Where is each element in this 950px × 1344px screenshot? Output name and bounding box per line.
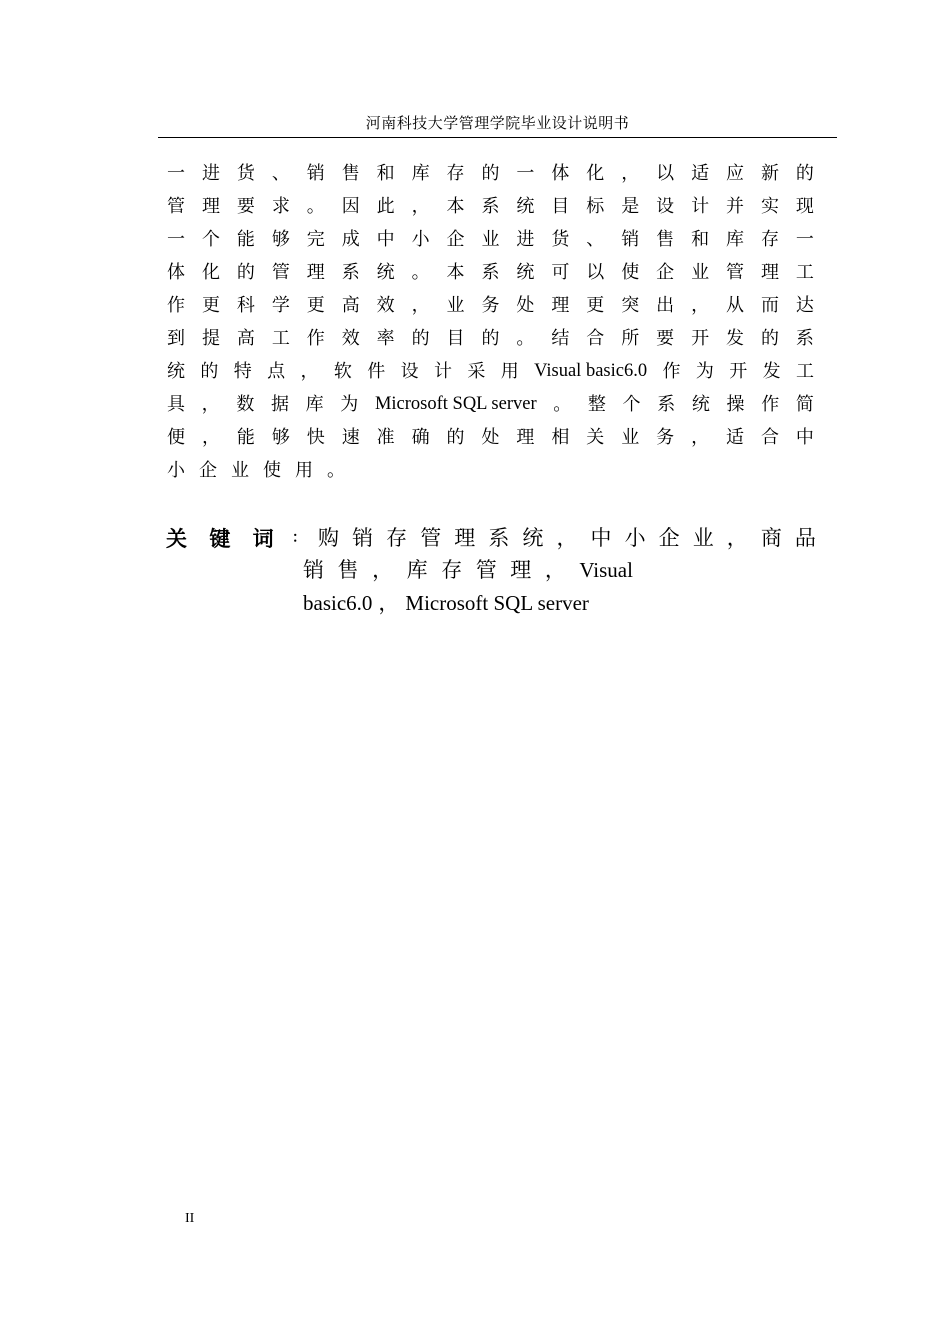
body-token: 发 xyxy=(762,361,781,382)
keywords-label-char: 关 xyxy=(166,526,187,551)
body-token: 效 xyxy=(376,295,395,316)
body-token: 作 xyxy=(306,328,325,349)
body-token: 、 xyxy=(271,163,290,184)
body-token: 、 xyxy=(586,229,605,250)
body-token: 使 xyxy=(263,460,281,481)
body-token: 用 xyxy=(295,460,313,481)
body-token: 和 xyxy=(691,229,710,250)
keyword-token: 系 xyxy=(488,526,510,550)
body-token: 企 xyxy=(199,460,217,481)
body-token: 体 xyxy=(167,262,185,283)
keyword-token: 业 xyxy=(692,526,714,550)
body-token: 实 xyxy=(760,196,779,217)
body-token: 更 xyxy=(586,295,605,316)
body-token: 一 xyxy=(795,229,814,250)
body-token: 效 xyxy=(341,328,360,349)
body-token: 进 xyxy=(201,163,220,184)
body-token: 业 xyxy=(481,229,500,250)
body-token: 。 xyxy=(306,196,325,217)
body-token: 是 xyxy=(621,196,640,217)
body-token: 标 xyxy=(586,196,605,217)
body-token: 企 xyxy=(656,262,675,283)
body-token: 关 xyxy=(586,427,605,448)
body-token: 简 xyxy=(795,394,814,415)
body-line xyxy=(167,454,814,487)
body-line xyxy=(167,256,814,289)
keyword-token: 企 xyxy=(658,526,680,550)
body-token: 适 xyxy=(726,427,744,448)
body-token: 管 xyxy=(271,262,290,283)
body-line xyxy=(167,421,814,454)
body-token: 应 xyxy=(726,163,744,184)
body-line xyxy=(167,157,814,190)
body-token: 的 xyxy=(200,361,219,382)
body-line xyxy=(167,322,814,355)
body-token: 货 xyxy=(236,163,255,184)
body-token: 化 xyxy=(586,163,605,184)
body-token: 务 xyxy=(481,295,500,316)
body-token: 销 xyxy=(621,229,640,250)
body-token: 计 xyxy=(434,361,452,382)
body-token: 一 xyxy=(516,163,535,184)
body-token: 科 xyxy=(236,295,255,316)
keywords-colon: ： xyxy=(291,530,306,546)
keyword-token: 销 xyxy=(352,526,374,550)
body-token: 存 xyxy=(760,229,779,250)
body-token: 理 xyxy=(760,262,779,283)
body-token: 的 xyxy=(481,328,500,349)
body-token: 和 xyxy=(376,163,395,184)
body-token: 能 xyxy=(236,229,255,250)
body-token: 要 xyxy=(656,328,675,349)
body-token: 处 xyxy=(481,427,500,448)
body-token: 的 xyxy=(481,163,500,184)
keyword-token: 商 xyxy=(760,526,782,550)
body-token: 个 xyxy=(201,229,220,250)
body-token: 软 xyxy=(333,361,352,382)
body-token: 新 xyxy=(760,163,779,184)
body-token: 而 xyxy=(760,295,779,316)
body-token: 工 xyxy=(271,328,290,349)
body-token: 率 xyxy=(376,328,395,349)
body-token: ， xyxy=(691,295,710,316)
body-token: 高 xyxy=(341,295,360,316)
body-token: 以 xyxy=(656,163,675,184)
body-token: 统 xyxy=(376,262,395,283)
page-number: II xyxy=(185,1211,195,1226)
body-token: 小 xyxy=(411,229,430,250)
body-token: 一 xyxy=(167,163,185,184)
body-token: Visual basic6.0 xyxy=(534,361,648,381)
body-token: 管 xyxy=(167,196,185,217)
body-token: 合 xyxy=(760,427,779,448)
body-token: 业 xyxy=(621,427,640,448)
body-token: 确 xyxy=(411,427,430,448)
body-token: 件 xyxy=(367,361,386,382)
body-token: 。 xyxy=(516,328,535,349)
body-token: 本 xyxy=(446,262,465,283)
body-token: 并 xyxy=(726,196,744,217)
keywords-label-char: 词 xyxy=(252,526,274,551)
body-token: 够 xyxy=(271,427,290,448)
body-token: 系 xyxy=(481,262,500,283)
body-token: 作 xyxy=(167,295,185,316)
body-token: 更 xyxy=(306,295,325,316)
body-token: 工 xyxy=(795,361,814,382)
body-token: 。 xyxy=(553,394,572,415)
body-token: 现 xyxy=(795,196,814,217)
body-token: 目 xyxy=(551,196,570,217)
body-token: 的 xyxy=(760,328,779,349)
keywords-line-3 xyxy=(303,587,619,620)
body-token: 够 xyxy=(271,229,290,250)
body-token: 到 xyxy=(167,328,185,349)
body-token: 准 xyxy=(376,427,395,448)
body-token: 为 xyxy=(340,394,359,415)
keyword-token: 存 xyxy=(441,558,463,582)
body-token: 完 xyxy=(306,229,325,250)
keyword-token: 管 xyxy=(420,526,442,550)
keyword-token: 售 xyxy=(337,558,359,582)
body-token: 结 xyxy=(551,328,570,349)
body-token: 的 xyxy=(795,163,814,184)
body-line xyxy=(167,289,814,322)
keyword-token: ， xyxy=(378,591,400,615)
keyword-token: 理 xyxy=(454,526,476,550)
body-token: 因 xyxy=(341,196,360,217)
keyword-token: 库 xyxy=(406,558,428,582)
body-token: 库 xyxy=(305,394,324,415)
keyword-token: 存 xyxy=(386,526,408,550)
body-token: 理 xyxy=(306,262,325,283)
body-token: ， xyxy=(691,427,710,448)
body-token: 相 xyxy=(551,427,570,448)
body-token: 业 xyxy=(231,460,249,481)
body-token: 具 xyxy=(167,394,185,415)
keyword-token: 购 xyxy=(318,526,339,550)
body-line xyxy=(167,223,814,256)
body-token: 高 xyxy=(236,328,255,349)
body-token: 用 xyxy=(500,361,519,382)
body-token: 业 xyxy=(691,262,710,283)
body-token: 的 xyxy=(411,328,430,349)
body-token: 进 xyxy=(516,229,535,250)
body-token: 中 xyxy=(795,427,814,448)
body-token: 系 xyxy=(795,328,814,349)
body-token: 成 xyxy=(341,229,360,250)
keyword-token: 统 xyxy=(522,526,544,550)
keyword-token: basic6.0 xyxy=(303,591,373,615)
body-token: 更 xyxy=(201,295,220,316)
keyword-token: 管 xyxy=(475,558,497,582)
header-divider xyxy=(158,137,837,138)
keywords-label-char: 键 xyxy=(209,526,231,551)
body-token: 。 xyxy=(327,460,345,481)
body-token: 系 xyxy=(657,394,676,415)
body-token: 要 xyxy=(236,196,255,217)
body-token: 系 xyxy=(481,196,500,217)
body-token: 管 xyxy=(726,262,744,283)
body-line xyxy=(167,355,814,388)
body-token: 操 xyxy=(726,394,745,415)
body-token: 的 xyxy=(236,262,255,283)
body-token: 理 xyxy=(201,196,220,217)
body-token: 合 xyxy=(586,328,605,349)
body-token: 作 xyxy=(662,361,681,382)
body-token: 本 xyxy=(446,196,465,217)
body-token: 企 xyxy=(446,229,465,250)
body-token: 此 xyxy=(376,196,395,217)
body-token: 销 xyxy=(306,163,325,184)
body-token: 开 xyxy=(729,361,748,382)
keyword-token: Microsoft SQL server xyxy=(405,591,589,615)
body-token: ， xyxy=(411,196,430,217)
body-token: 突 xyxy=(621,295,640,316)
body-line xyxy=(167,190,814,223)
body-token: 快 xyxy=(306,427,325,448)
body-token: 库 xyxy=(411,163,430,184)
body-token: 发 xyxy=(726,328,744,349)
body-token: 能 xyxy=(236,427,255,448)
keywords-label xyxy=(166,522,306,555)
body-token: 点 xyxy=(267,361,286,382)
body-token: 整 xyxy=(587,394,606,415)
body-token: 。 xyxy=(411,262,430,283)
body-token: ， xyxy=(201,394,220,415)
keyword-token: Visual xyxy=(579,558,633,582)
body-token: 存 xyxy=(446,163,465,184)
body-token: 可 xyxy=(551,262,570,283)
body-token: 化 xyxy=(201,262,220,283)
body-token: 货 xyxy=(551,229,570,250)
body-token: 从 xyxy=(726,295,744,316)
keyword-token: ， xyxy=(556,526,578,550)
body-token: 业 xyxy=(446,295,465,316)
keyword-token: 理 xyxy=(510,558,532,582)
body-token: 统 xyxy=(167,361,185,382)
body-token: 以 xyxy=(586,262,605,283)
body-token: 售 xyxy=(341,163,360,184)
body-token: 开 xyxy=(691,328,710,349)
body-token: 数 xyxy=(236,394,255,415)
keywords-line-2 xyxy=(303,554,633,587)
keyword-token: ， xyxy=(544,558,566,582)
body-token: 设 xyxy=(400,361,419,382)
body-token: 据 xyxy=(270,394,289,415)
body-token: 所 xyxy=(621,328,640,349)
body-token: 特 xyxy=(233,361,252,382)
body-token: 为 xyxy=(695,361,714,382)
body-token: 采 xyxy=(467,361,486,382)
body-token: 速 xyxy=(341,427,360,448)
body-token: ， xyxy=(300,361,319,382)
body-token: 作 xyxy=(761,394,780,415)
page-header-title: 河南科技大学管理学院毕业设计说明书 xyxy=(365,114,630,132)
body-token: 库 xyxy=(726,229,744,250)
body-token: 设 xyxy=(656,196,675,217)
body-token: 适 xyxy=(691,163,710,184)
body-token: ， xyxy=(411,295,430,316)
keyword-token: ， xyxy=(726,526,748,550)
body-token: 使 xyxy=(621,262,640,283)
body-token: 工 xyxy=(795,262,814,283)
body-token: 理 xyxy=(516,427,535,448)
body-token: 求 xyxy=(271,196,290,217)
body-token: 务 xyxy=(656,427,675,448)
body-token: 体 xyxy=(551,163,570,184)
body-token: Microsoft SQL server xyxy=(374,394,537,414)
body-token: 一 xyxy=(167,229,185,250)
body-token: 目 xyxy=(446,328,465,349)
keyword-token: ， xyxy=(372,558,394,582)
body-token: 系 xyxy=(341,262,360,283)
body-token: 学 xyxy=(271,295,290,316)
body-token: 售 xyxy=(656,229,675,250)
body-line xyxy=(167,388,814,421)
body-token: 统 xyxy=(516,196,535,217)
body-token: 提 xyxy=(201,328,220,349)
body-token: 便 xyxy=(167,427,185,448)
body-token: 的 xyxy=(446,427,465,448)
keyword-token: 中 xyxy=(590,526,612,550)
keyword-token: 销 xyxy=(303,558,324,582)
body-token: 小 xyxy=(167,460,185,481)
body-token: 中 xyxy=(376,229,395,250)
keyword-token: 小 xyxy=(624,526,646,550)
body-token: 出 xyxy=(656,295,675,316)
body-token: ， xyxy=(201,427,220,448)
body-token: 统 xyxy=(516,262,535,283)
body-token: 达 xyxy=(795,295,814,316)
body-token: ， xyxy=(621,163,640,184)
keyword-token: 品 xyxy=(794,526,816,550)
body-token: 处 xyxy=(516,295,535,316)
body-token: 统 xyxy=(691,394,710,415)
body-token: 理 xyxy=(551,295,570,316)
body-token: 计 xyxy=(691,196,710,217)
keywords-line-1 xyxy=(318,522,816,555)
body-token: 个 xyxy=(622,394,641,415)
